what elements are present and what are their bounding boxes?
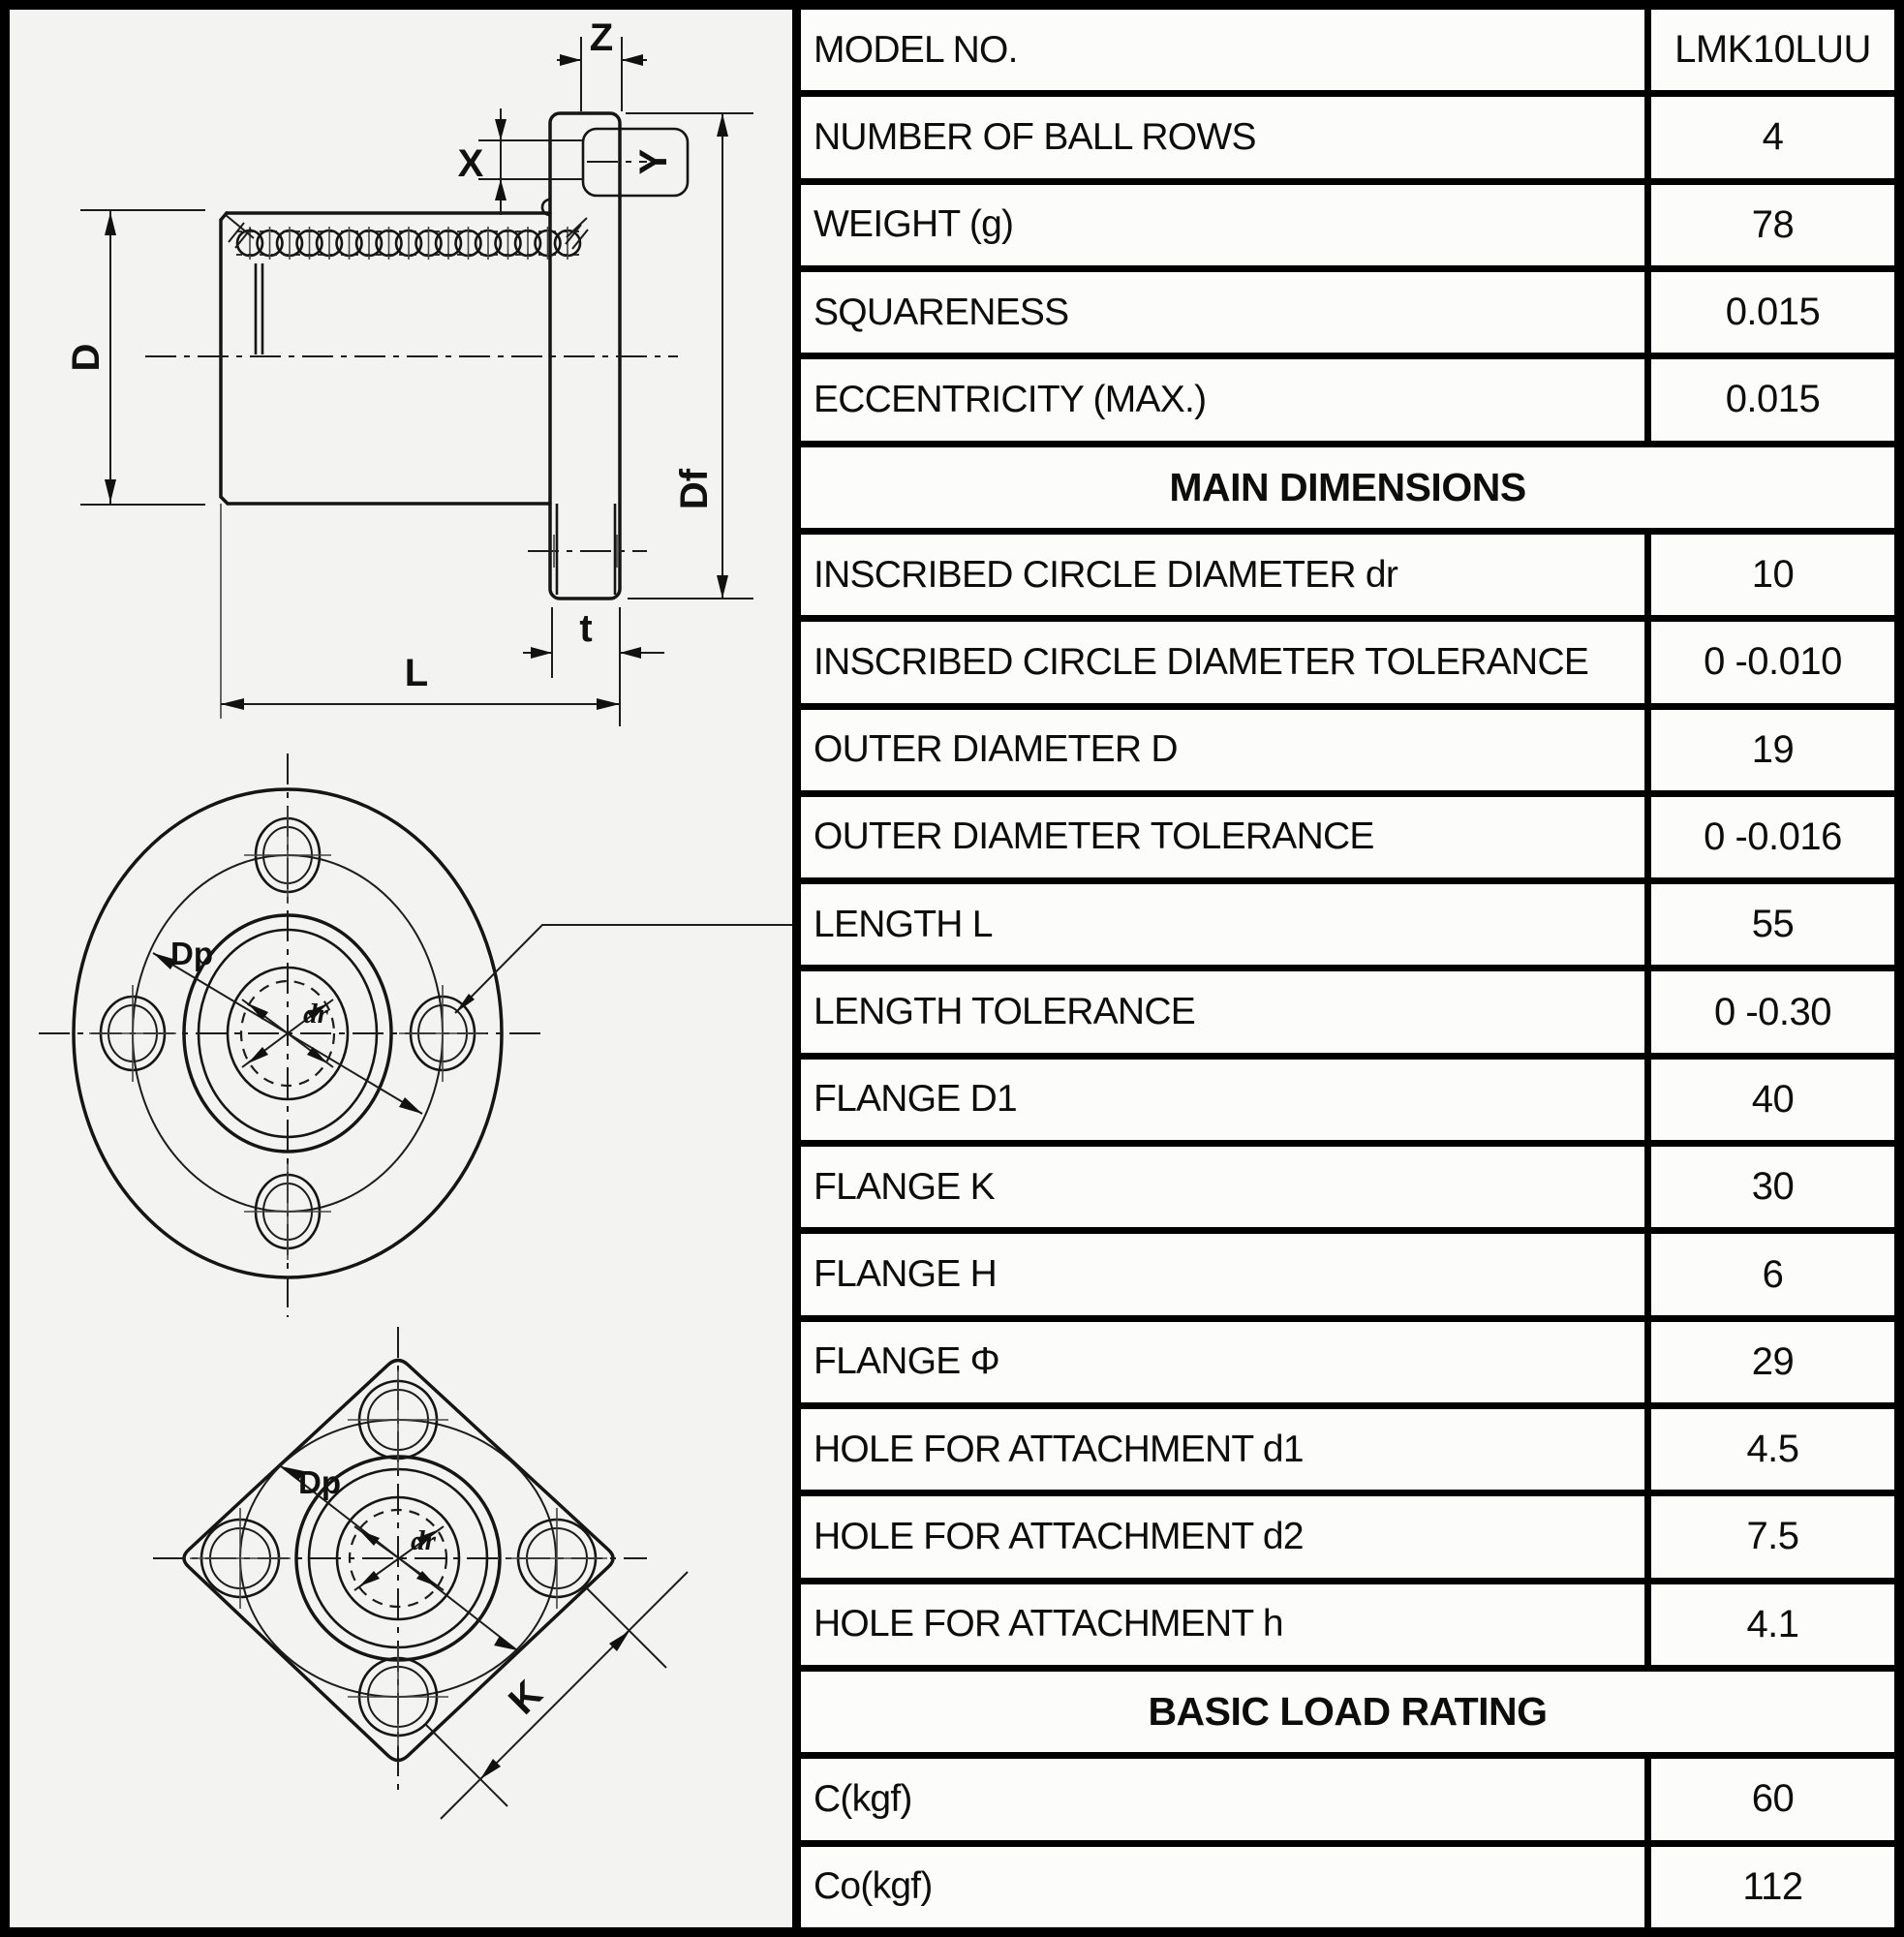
spec-label: WEIGHT (g) — [814, 203, 1014, 246]
spec-label: SQUARENESS — [814, 291, 1069, 333]
spec-value: 4.5 — [1644, 1409, 1894, 1490]
technical-drawing — [10, 10, 792, 1927]
spec-row — [801, 1584, 1894, 1672]
spec-value: 40 — [1644, 1060, 1894, 1140]
section-header: BASIC LOAD RATING — [1148, 1689, 1548, 1735]
spec-row — [801, 1496, 1894, 1583]
dim-label-df: Df — [673, 468, 716, 510]
spec-row — [801, 535, 1894, 622]
spec-label: OUTER DIAMETER TOLERANCE — [814, 815, 1374, 858]
spec-value: 4 — [1644, 97, 1894, 177]
spec-value: 55 — [1644, 884, 1894, 965]
spec-value: 19 — [1644, 710, 1894, 790]
dim-label-y: Y — [632, 148, 675, 175]
spec-value: 29 — [1644, 1322, 1894, 1402]
bolt-hole — [190, 1508, 291, 1609]
bolt-hole — [348, 1369, 448, 1470]
spec-value: 0 -0.016 — [1644, 797, 1894, 877]
section-header-row — [801, 447, 1894, 535]
bolt-hole — [244, 1163, 331, 1260]
dim-label-t: t — [579, 607, 593, 650]
spec-label: HOLE FOR ATTACHMENT d1 — [814, 1428, 1304, 1470]
spec-row — [801, 1847, 1894, 1927]
spec-value: 0.015 — [1644, 272, 1894, 353]
dim-label-dr: dr — [303, 999, 328, 1030]
spec-row — [801, 359, 1894, 446]
spec-label: INSCRIBED CIRCLE DIAMETER TOLERANCE — [814, 640, 1589, 683]
spec-value: 10 — [1644, 535, 1894, 615]
spec-value: 60 — [1644, 1759, 1894, 1839]
spec-row — [801, 622, 1894, 709]
dim-label-dr: dr — [411, 1525, 436, 1556]
dim-label-dp: Dp — [298, 1464, 341, 1500]
spec-row — [801, 971, 1894, 1059]
bolt-hole — [89, 985, 176, 1082]
spec-label: FLANGE K — [814, 1165, 995, 1208]
spec-value: 6 — [1644, 1234, 1894, 1314]
spec-row — [801, 1060, 1894, 1147]
spec-label: MODEL NO. — [814, 28, 1018, 71]
ball-row — [226, 215, 588, 260]
drawing-pane — [10, 10, 792, 1927]
spec-row — [801, 797, 1894, 884]
spec-row — [801, 710, 1894, 797]
section-header-row — [801, 1672, 1894, 1759]
section-header: MAIN DIMENSIONS — [1169, 464, 1526, 509]
spec-row — [801, 1322, 1894, 1409]
spec-row — [801, 1759, 1894, 1846]
leader-line — [455, 925, 792, 1013]
spec-row — [801, 1147, 1894, 1234]
dim-label-k: K — [501, 1673, 551, 1723]
spec-label: ECCENTRICITY (MAX.) — [814, 378, 1207, 420]
spec-row — [801, 97, 1894, 184]
spec-row — [801, 272, 1894, 359]
dim-label-l: L — [404, 652, 429, 694]
spec-value: 0 -0.010 — [1644, 622, 1894, 702]
dim-label-d: D — [65, 343, 107, 372]
spec-value: 30 — [1644, 1147, 1894, 1227]
dimension-t — [523, 607, 664, 726]
spec-label: FLANGE D1 — [814, 1078, 1017, 1121]
dimension-z — [557, 16, 647, 111]
spec-label: HOLE FOR ATTACHMENT d2 — [814, 1515, 1304, 1557]
spec-value: 78 — [1644, 185, 1894, 265]
spec-row — [801, 10, 1894, 97]
spec-value: LMK10LUU — [1644, 10, 1894, 90]
spec-value: 0 -0.30 — [1644, 971, 1894, 1052]
spec-label: C(kgf) — [814, 1777, 912, 1820]
dim-label-x: X — [457, 142, 484, 185]
spec-row — [801, 1409, 1894, 1496]
dimension-x — [458, 108, 583, 215]
spec-label: FLANGE H — [814, 1253, 998, 1296]
spec-row — [801, 884, 1894, 971]
spec-value: 0.015 — [1644, 359, 1894, 440]
spec-table — [792, 10, 1894, 1927]
dimension-l — [221, 652, 620, 710]
dim-label-dp: Dp — [170, 936, 213, 971]
square-flange-view — [153, 1327, 688, 1819]
round-flange-view — [39, 753, 792, 1317]
side-view — [65, 16, 753, 726]
spec-row — [801, 185, 1894, 272]
spec-value: 112 — [1644, 1847, 1894, 1927]
spec-label: LENGTH TOLERANCE — [814, 991, 1195, 1033]
spec-label: FLANGE Φ — [814, 1340, 999, 1383]
spec-label: LENGTH L — [814, 903, 993, 945]
spec-value: 4.1 — [1644, 1584, 1894, 1665]
spec-label: NUMBER OF BALL ROWS — [814, 115, 1256, 158]
spec-label: OUTER DIAMETER D — [814, 728, 1178, 771]
bolt-hole — [244, 807, 331, 904]
spec-row — [801, 1234, 1894, 1321]
spec-label: INSCRIBED CIRCLE DIAMETER dr — [814, 553, 1398, 596]
spec-label: Co(kgf) — [814, 1865, 933, 1908]
spec-label: HOLE FOR ATTACHMENT h — [814, 1603, 1283, 1645]
dim-label-z: Z — [589, 16, 614, 59]
spec-value: 7.5 — [1644, 1496, 1894, 1577]
